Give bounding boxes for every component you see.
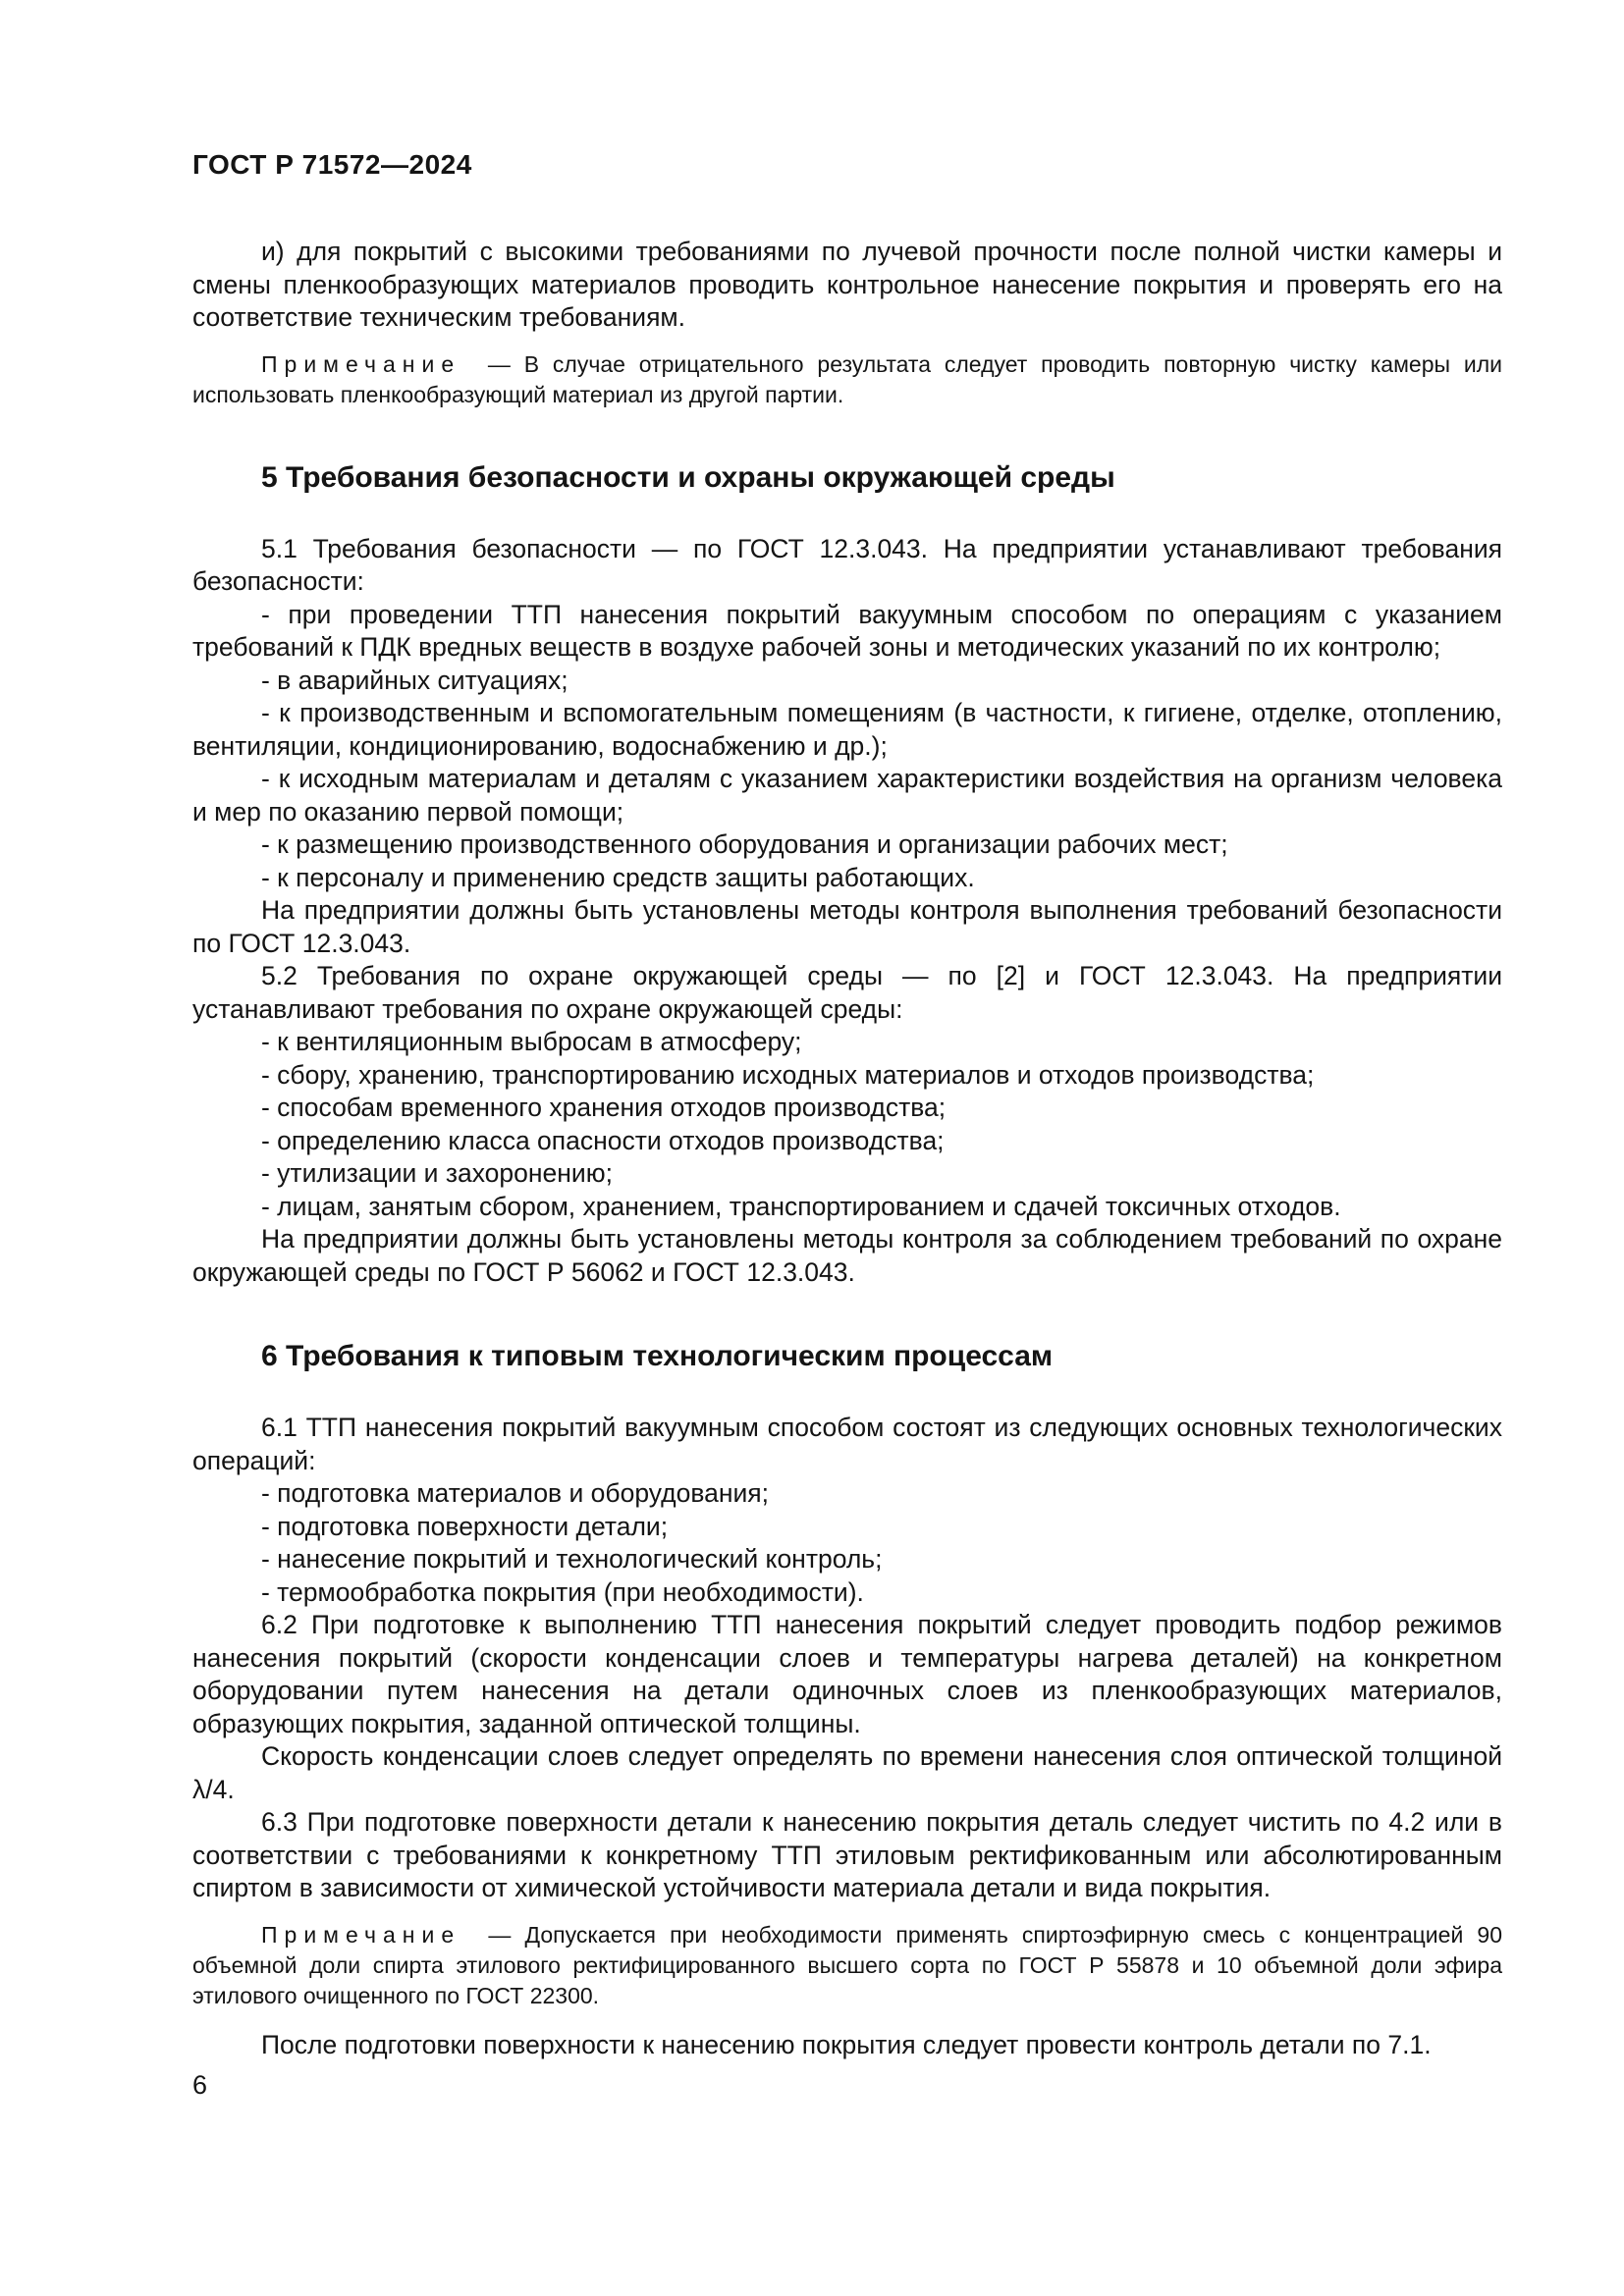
list-item: - к размещению производственного оборудования и организации рабочих мест; (261, 829, 1228, 859)
note-separator (460, 351, 488, 377)
note-block (192, 1920, 1502, 2011)
paragraph: На предприятии должны быть установлены методы контроля выполнения требований безопасности по ГОСТ 12.3.043. (192, 895, 1502, 958)
list-item: - подготовка поверхности детали; (261, 1511, 669, 1541)
paragraph: Скорость конденсации слоев следует определять по времени нанесения слоя оптической толщиной λ/4. (192, 1741, 1502, 1804)
paragraph: На предприятии должны быть установлены методы контроля за соблюдением требований по охране окружающей среды по ГОСТ Р 56062 и ГОСТ 12.3.043. (192, 1224, 1502, 1287)
list-item: - определению класса опасности отходов производства; (261, 1125, 945, 1155)
clause-5-1: 5.1 Требования безопасности — по ГОСТ 12.3.043. На предприятии устанавливают требования безопасности: (192, 533, 1502, 596)
list-item: - подготовка материалов и оборудования; (261, 1478, 769, 1508)
list-item: - нанесение покрытий и технологический контроль; (261, 1544, 883, 1574)
note-block (192, 349, 1502, 410)
list-item: - лицам, занятым сбором, хранением, транспортированием и сдачей токсичных отходов. (261, 1191, 1341, 1221)
clause-6-3: 6.3 При подготовке поверхности детали к нанесению покрытия деталь следует чистить по 4.2 или в соответствии с требованиями к конкретному ТТП этиловым ректификованным или абсолютированным спиртом в зависимости от химической устойчивости материала детали и вида покрытия. (192, 1807, 1502, 1902)
list-item: - к персоналу и применению средств защиты работающих. (261, 862, 975, 892)
note-label: Примечание (261, 350, 461, 377)
list-item: - сбору, хранению, транспортированию исходных материалов и отходов производства; (261, 1059, 1315, 1090)
list-item: - к исходным материалам и деталям с указанием характеристики воздействия на организм человека и мер по оказанию первой помощи; (192, 764, 1502, 827)
section-6-heading: 6 Требования к типовым технологическим процессам (261, 1340, 1054, 1372)
section-5-heading: 5 Требования безопасности и охраны окружающей среды (261, 460, 1115, 494)
list-item: - при проведении ТТП нанесения покрытий вакуумным способом по операциям с указанием требований к ПДК вредных веществ в воздухе рабочей зоны и методических указаний по их контролю; (192, 599, 1502, 662)
intro-list-item-i: и) для покрытий с высокими требованиями по лучевой прочности после полной чистки камеры и смены пленкообразующих материалов проводить контрольное нанесение покрытия и проверять его на соответствие техническим требованиям. (192, 237, 1502, 332)
note-separator (460, 1922, 488, 1948)
note-label: Примечание (261, 1921, 461, 1948)
list-item: - утилизации и захоронению; (261, 1158, 613, 1188)
note-text: — В случае отрицательного результата следует проводить повторную чистку камеры или использовать пленкообразующий материал из другой партии. (192, 350, 1502, 407)
clause-6-1: 6.1 ТТП нанесения покрытий вакуумным способом состоят из следующих основных технологических операций: (192, 1413, 1502, 1475)
list-item: - термообработка покрытия (при необходимости). (261, 1576, 864, 1607)
clause-5-2: 5.2 Требования по охране окружающей среды — по [2] и ГОСТ 12.3.043. На предприятии устанавливают требования по охране окружающей среды: (192, 961, 1502, 1024)
list-item: - к вентиляционным выбросам в атмосферу; (261, 1027, 802, 1056)
list-item: - способам временного хранения отходов производства; (261, 1093, 947, 1122)
note-text: — Допускается при необходимости применять спиртоэфирную смесь с концентрацией 90 объемной доли спирта этилового ректифицированного высшего сорта по ГОСТ Р 55878 и 10 объемной доли эфира этилового очищенного по ГОСТ 22300. (192, 1921, 1503, 2008)
list-item: - в аварийных ситуациях; (261, 665, 568, 695)
clause-6-2: 6.2 При подготовке к выполнению ТТП нанесения покрытий следует проводить подбор режимов нанесения покрытий (скорости конденсации слоев и температуры нагрева деталей) на конкретном оборудовании путем нанесения на детали одиночных слоев из пленкообразующих материалов, образующих покрытия, заданной оптической толщины. (192, 1610, 1502, 1738)
page-number: 6 (192, 2070, 208, 2100)
closing-paragraph: После подготовки поверхности к нанесению покрытия следует провести контроль детали по 7.1. (261, 2029, 1432, 2059)
standard-designation-header: ГОСТ Р 71572—2024 (192, 149, 472, 180)
list-item: - к производственным и вспомогательным помещениям (в частности, к гигиене, отделке, отоплению, вентиляции, кондиционированию, водоснабжению и др.); (192, 698, 1502, 761)
